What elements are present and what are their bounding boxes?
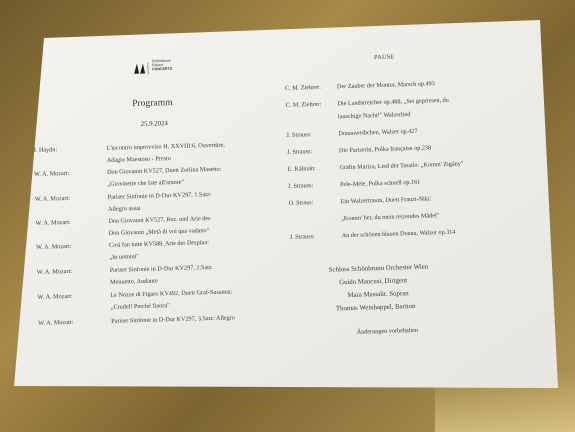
left-item-8-composer: W. A. Mozart: [38,318,74,327]
right-item-2-line-2: lauschige Nacht!" Walzerlied [337,111,411,121]
harp-logo-icon [132,61,154,76]
right-item-7-line-1: Ein Walzertraum, Duett Franzi-Niki: [340,195,432,206]
left-item-5-line-1: Così fan tutte KV588, Arie der Despina: [108,239,209,249]
right-item-4-composer: J. Strauss: [286,148,313,156]
performer-baritone: Thomas Weinhappel, Bariton [335,302,416,313]
left-item-7-composer: W. A. Mozart: [37,292,73,301]
left-item-6-line-2: Menuetto, Andante [110,277,158,286]
left-item-4-line-2: Don Giovanni „Metà di voi qua vadano" [108,227,210,237]
logo-wordmark [152,59,172,72]
left-item-3-composer: W. A. Mozart: [34,194,71,203]
left-item-6-line-1: Pariser Sinfonie in D-Dur KV297, 2.Satz [109,263,212,274]
left-item-5-line-2: „In uomini" [109,253,140,261]
left-item-6-composer: W. A. Mozart: [36,267,73,276]
right-item-5-line-1: Gräfin Mariza, Lied der Tassilo: „Komm' Zigány" [339,160,464,172]
right-item-2-line-1: Die Landstreicher op.488, „Sei gepriesen, du [337,96,449,108]
left-item-7-line-1: Le Nozze di Figaro KV492, Duett Graf-Susanna: [110,288,233,299]
right-item-4-line-1: Die Pariserin, Polka française op.238 [338,144,432,155]
left-column [30,93,287,340]
left-item-1-line-1: L'incontro improvviso H. XXVIII:6, Ouvertüre, [106,141,225,152]
performer-conductor: Guido Mancusi, Dirigent [339,277,408,287]
right-item-2-composer: C. M. Ziehrer: [285,100,322,109]
right-item-1-line-1: Der Zauber der Montur, Marsch op.493 [336,80,435,91]
left-item-4-line-1: Don Giovanni KV527, Rez. und Arie des [108,215,211,225]
left-item-1-composer: J. Haydn: [33,146,58,154]
right-item-6-line-1: Pele-Mele, Polka schnell op.161 [339,178,421,189]
performer-soprano: Mara Mastalir, Sopran [347,290,409,300]
left-item-3-line-1: Pariser Sinfonie in D-Dur KV297, 1.Satz: [107,190,212,201]
left-item-5-composer: W. A. Mozart: [36,242,72,251]
right-item-7-line-2: „Komm' her, du mein reizendes Mädel" [341,212,440,223]
left-item-2-composer: W. A. Mozart: [33,169,70,178]
pause-label: PAUSE [373,53,395,62]
right-item-6-composer: J. Strauss: [287,182,314,190]
right-item-5-composer: E. Kálmán: [287,164,316,173]
right-item-3-line-1: Donauweibchen, Walzer op.427 [338,127,418,138]
logo-line-1: Schönbrunn [151,58,172,64]
performer-orchestra: Schloss Schönbrunn Orchester Wien [328,263,429,274]
right-item-1-composer: C. M. Ziehrer: [284,83,321,92]
program-title: Programm [131,97,173,110]
logo-line-2: Palace [151,63,163,68]
left-item-2-line-2: „Giovinette che fate all'amore" [107,178,185,188]
right-item-7-composer: O. Straus: [288,199,314,207]
left-item-1-line-2: Adagio Maestoso - Presto [106,155,171,164]
logo-line-3: CONCERTS [151,66,173,72]
left-item-7-line-2: „Crudel! Perché finora" [110,302,170,311]
logo [132,57,193,79]
right-item-3-composer: J. Strauss: [286,131,312,139]
left-item-4-composer: W. A. Mozart: [35,218,71,227]
left-item-8-line-1: Pariser Sinfonie in D-Dur KV297, 3.Satz: Allegro [111,314,235,325]
left-item-2-line-1: Don Giovanni KV527, Duett Zerlina Masetto: [106,165,222,176]
right-item-8-line-1: An der schönen blauen Donau, Walzer op.314 [341,228,456,240]
program-date: 25.9.2024 [140,120,168,128]
changes-note: Änderungen vorbehalten [356,326,419,336]
left-item-3-line-2: Allegro assai [107,204,141,213]
right-item-8-composer: J. Strauss: [289,233,315,241]
right-column [282,48,550,336]
